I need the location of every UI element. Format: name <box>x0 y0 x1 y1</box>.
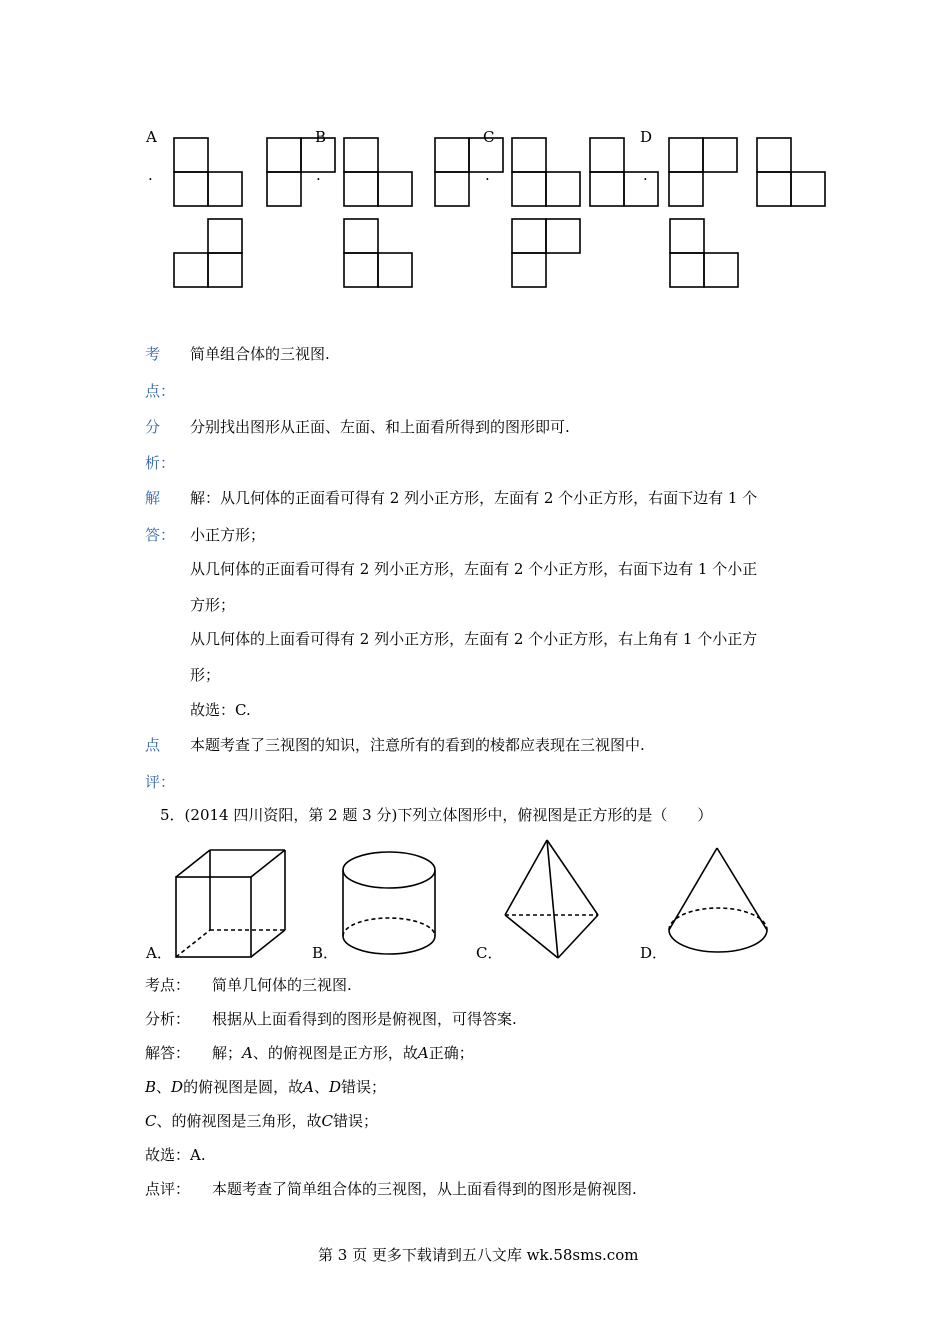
q4-option-a-dot: . <box>148 166 153 184</box>
option-c-front-view <box>512 138 580 206</box>
q4-fenxi-text: 分别找出图形从正面、左面、和上面看所得到的图形即可. <box>190 418 570 436</box>
option-a-side-view <box>267 138 335 206</box>
q4-dianping-text: 本题考查了三视图的知识，注意所有的看到的棱都应表现在三视图中. <box>190 736 645 754</box>
q4-jieda-label-2: 答： <box>145 526 176 544</box>
q5-dianping-text: 本题考查了简单组合体的三视图，从上面看得到的图形是俯视图. <box>212 1180 637 1198</box>
q5-answer: 故选：A. <box>145 1146 206 1164</box>
option-a-front-view <box>174 138 242 206</box>
option-c-side-view <box>590 138 658 206</box>
q4-jieda-label-1: 解 <box>145 489 161 507</box>
q5-jieda-line-1: 解；A、的俯视图是正方形，故A正确； <box>212 1044 474 1062</box>
q4-jieda-line-3: 从几何体的正面看可得有 2 列小正方形，左面有 2 个小正方形，右面下边有 1 个小正 <box>190 560 758 578</box>
q4-option-a-label: A <box>146 128 157 146</box>
q5-jieda-line-2: B、D的俯视图是圆，故A、D错误； <box>145 1078 386 1096</box>
q4-kaodian-label-2: 点： <box>145 382 176 400</box>
cone-icon <box>669 848 767 952</box>
q4-kaodian-text: 简单组合体的三视图. <box>190 345 330 363</box>
page-footer: 第 3 页 更多下载请到五八文库 wk.58sms.com <box>318 1246 639 1264</box>
q4-option-b-dot: . <box>316 166 321 184</box>
q5-kaodian-label: 考点： <box>145 976 191 994</box>
q4-dianping-label-2: 评： <box>145 773 176 791</box>
q4-jieda-line-7: 故选：C. <box>190 701 251 719</box>
q5-fenxi-text: 根据从上面看得到的图形是俯视图，可得答案. <box>212 1010 517 1028</box>
q4-jieda-line-5: 从几何体的上面看可得有 2 列小正方形，左面有 2 个小正方形，右上角有 1 个小正方 <box>190 630 758 648</box>
cube-icon <box>176 850 285 957</box>
q4-option-b-label: B <box>315 128 327 146</box>
q5-kaodian-text: 简单几何体的三视图. <box>212 976 352 994</box>
q5-jieda-label: 解答： <box>145 1044 191 1062</box>
option-b-top-view <box>344 219 412 287</box>
q4-jieda-line-1: 解：从几何体的正面看可得有 2 列小正方形，左面有 2 个小正方形，右面下边有 1 个 <box>190 489 758 507</box>
option-c-top-view <box>512 219 580 287</box>
q4-jieda-line-6: 形； <box>190 666 221 684</box>
q5-option-a-label: A． <box>146 944 172 962</box>
q4-three-view-figures <box>0 0 950 300</box>
triangular-pyramid-icon <box>505 840 598 958</box>
option-d-front-view <box>669 138 737 206</box>
q4-option-c-dot: . <box>485 166 490 184</box>
q4-option-d-dot: . <box>643 166 648 184</box>
q4-fenxi-label-2: 析： <box>145 454 176 472</box>
q4-option-c-label: C <box>483 128 495 146</box>
q4-fenxi-label-1: 分 <box>145 418 161 436</box>
q4-jieda-line-4: 方形； <box>190 596 236 614</box>
q4-jieda-line-2: 小正方形； <box>190 526 266 544</box>
q4-dianping-label-1: 点 <box>145 736 161 754</box>
q5-fenxi-label: 分析： <box>145 1010 191 1028</box>
q4-kaodian-label-1: 考 <box>145 345 161 363</box>
q4-option-d-label: D <box>640 128 653 146</box>
option-b-side-view <box>435 138 503 206</box>
q5-dianping-label: 点评： <box>145 1180 191 1198</box>
option-a-top-view <box>174 219 242 287</box>
q5-option-c-label: C． <box>476 944 503 962</box>
q5-option-b-label: B． <box>312 944 339 962</box>
option-d-side-view <box>757 138 825 206</box>
option-d-top-view <box>670 219 738 287</box>
q5-question-text: 5．(2014 四川资阳，第 2 题 3 分)下列立体图形中，俯视图是正方形的是（ ） <box>160 806 713 824</box>
option-b-front-view <box>344 138 412 206</box>
cylinder-icon <box>343 852 435 954</box>
q5-jieda-line-3: C、的俯视图是三角形，故C错误； <box>145 1112 378 1130</box>
q5-option-d-label: D． <box>640 944 668 962</box>
q5-solid-figures <box>0 830 950 970</box>
